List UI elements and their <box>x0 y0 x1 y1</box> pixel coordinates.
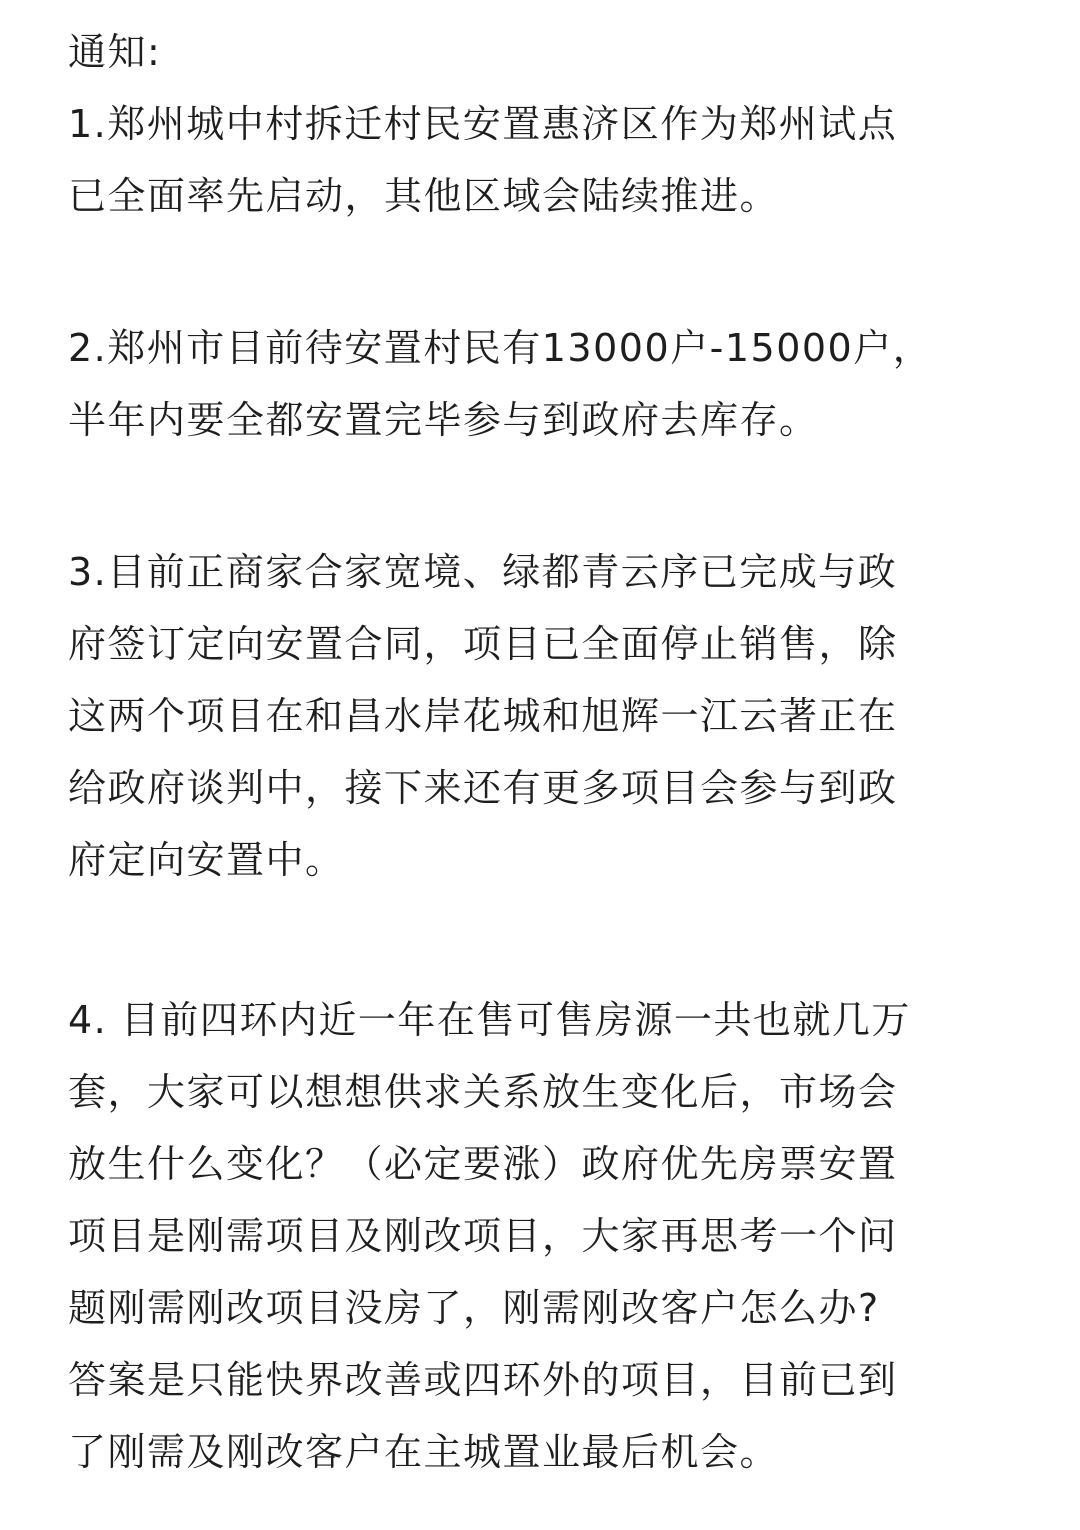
notice-document <box>68 16 1058 1488</box>
paragraph-line: 放生什么变化？（必定要涨）政府优先房票安置 <box>68 1142 898 1186</box>
paragraph-line: 1.郑州城中村拆迁村民安置惠济区作为郑州试点 <box>68 102 898 146</box>
paragraph-line: 答案是只能快界改善或四环外的项目，目前已到 <box>68 1358 898 1402</box>
paragraph-line: 已全面率先启动，其他区域会陆续推进。 <box>68 174 780 218</box>
paragraph-line: 给政府谈判中，接下来还有更多项目会参与到政 <box>68 766 898 810</box>
paragraph-line: 府签订定向安置合同，项目已全面停止销售，除 <box>68 622 898 666</box>
paragraph-2 <box>68 312 1058 456</box>
paragraph-line: 套，大家可以想想供求关系放生变化后，市场会 <box>68 1070 898 1114</box>
paragraph-line: 3.目前正商家合家宽境、绿都青云序已完成与政 <box>68 550 898 594</box>
paragraph-line: 半年内要全都安置完毕参与到政府去库存。 <box>68 398 819 442</box>
paragraph-line: 4. 目前四环内近一年在售可售房源一共也就几万 <box>68 998 911 1042</box>
paragraph-line: 2.郑州市目前待安置村民有13000户-15000户， <box>68 326 933 370</box>
paragraph-line: 府定向安置中。 <box>68 838 345 882</box>
paragraph-4 <box>68 984 1058 1488</box>
paragraph-line: 了刚需及刚改客户在主城置业最后机会。 <box>68 1430 780 1474</box>
paragraph-3 <box>68 536 1058 896</box>
notice-heading: 通知: <box>68 30 162 74</box>
paragraph-line: 项目是刚需项目及刚改项目，大家再思考一个问 <box>68 1214 898 1258</box>
paragraph-1 <box>68 88 1058 232</box>
paragraph-line: 这两个项目在和昌水岸花城和旭辉一江云著正在 <box>68 694 898 738</box>
paragraph-line: 题刚需刚改项目没房了，刚需刚改客户怎么办? <box>68 1286 880 1330</box>
